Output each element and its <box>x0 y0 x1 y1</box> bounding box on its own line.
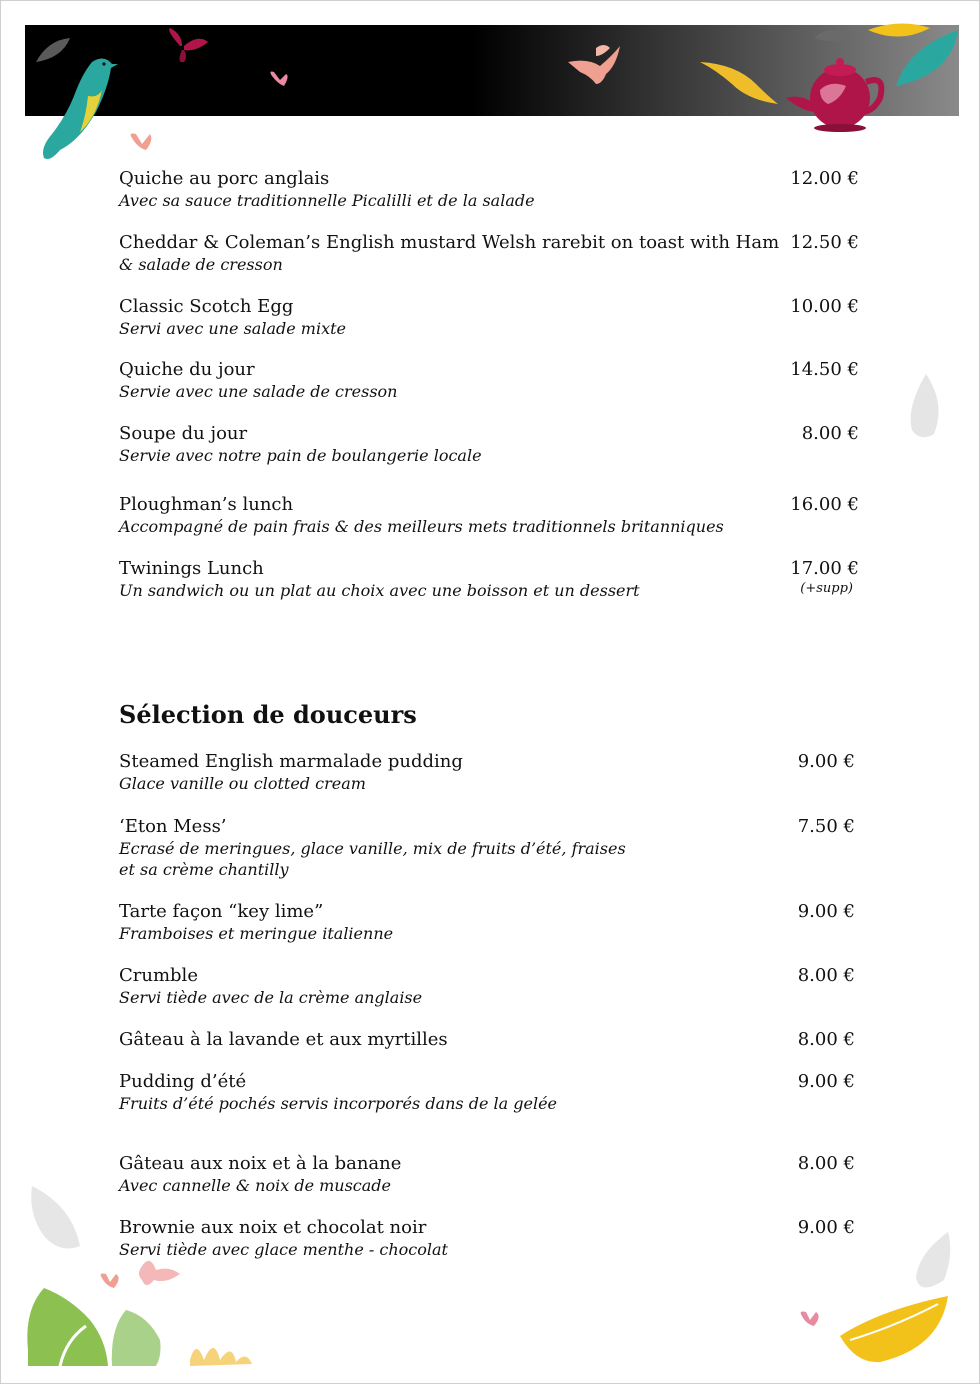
item-name: Classic Scotch Egg <box>119 296 294 317</box>
menu-item <box>119 359 859 402</box>
item-name: Cheddar & Coleman’s English mustard Welsh rarebit on toast with Ham <box>119 232 780 253</box>
item-description: Framboises et meringue italienne <box>119 924 394 943</box>
item-name: Ploughman’s lunch <box>119 494 294 515</box>
menu-item <box>119 232 859 275</box>
item-name: Twinings Lunch <box>119 558 264 579</box>
header-illustrations <box>0 0 980 180</box>
leaf-icon <box>36 38 70 62</box>
butterfly-icon <box>139 1261 180 1285</box>
item-description: Avec sa sauce traditionnelle Picalilli et de la salade <box>119 191 535 210</box>
menu-item <box>119 1029 859 1051</box>
item-description: Ecrasé de meringues, glace vanille, mix de fruits d’été, fraises et sa crème chantilly <box>119 839 626 879</box>
item-description: Un sandwich ou un plat au choix avec une boisson et un dessert <box>119 581 640 600</box>
item-name: Gâteau aux noix et à la banane <box>119 1153 402 1174</box>
leaf-icon <box>896 30 958 86</box>
item-description: Servi tiède avec glace menthe - chocolat <box>119 1240 448 1259</box>
item-description: Servi avec une salade mixte <box>119 319 346 338</box>
item-name: Pudding d’été <box>119 1071 247 1092</box>
leaf-icon <box>840 1296 948 1362</box>
leaf-icon <box>112 1310 161 1366</box>
item-price: 9.00 € <box>797 901 855 922</box>
menu-item <box>119 168 859 211</box>
item-name: Steamed English marmalade pudding <box>119 751 463 772</box>
item-description: Accompagné de pain frais & des meilleurs mets traditionnels britanniques <box>119 517 724 536</box>
item-name: Tarte façon “key lime” <box>119 901 324 922</box>
item-description: Glace vanille ou clotted cream <box>119 774 366 793</box>
item-description: Servie avec une salade de cresson <box>119 382 398 401</box>
teapot-icon <box>786 58 881 132</box>
item-price: 10.00 € <box>790 296 859 317</box>
butterfly-icon <box>801 1312 819 1327</box>
item-price: 16.00 € <box>790 494 859 515</box>
item-name: Soupe du jour <box>119 423 248 444</box>
menu-item <box>119 816 859 880</box>
item-name: Gâteau à la lavande et aux myrtilles <box>119 1029 448 1050</box>
butterfly-icon <box>101 1274 119 1289</box>
item-price: 14.50 € <box>790 359 859 380</box>
item-description: Servi tiède avec de la crème anglaise <box>119 988 423 1007</box>
butterfly-icon <box>169 28 208 62</box>
menu-item <box>119 423 859 466</box>
item-price: 8.00 € <box>801 423 859 444</box>
item-name: Quiche du jour <box>119 359 255 380</box>
leaf-icon <box>814 30 852 41</box>
item-name: Brownie aux noix et chocolat noir <box>119 1217 427 1238</box>
leaf-icon <box>911 374 939 437</box>
menu-item <box>119 751 859 794</box>
item-name: ‘Eton Mess’ <box>119 816 227 837</box>
leaf-icon <box>31 1186 80 1248</box>
hummingbird-icon <box>568 45 620 84</box>
item-price: 12.00 € <box>790 168 859 189</box>
price-note: (+supp) <box>800 581 853 596</box>
leaf-icon <box>700 62 778 104</box>
item-description: Servie avec notre pain de boulangerie locale <box>119 446 482 465</box>
item-price: 7.50 € <box>797 816 855 837</box>
item-price: 9.00 € <box>797 1071 855 1092</box>
item-price: 9.00 € <box>797 751 855 772</box>
item-price: 9.00 € <box>797 1217 855 1238</box>
item-name: Crumble <box>119 965 198 986</box>
butterfly-icon <box>131 134 152 151</box>
leaf-decoration-right <box>900 368 950 448</box>
leaf-icon <box>868 23 930 36</box>
item-description: Fruits d’été pochés servis incorporés dans de la gelée <box>119 1094 558 1113</box>
leaf-icon <box>27 1288 108 1366</box>
butterfly-icon <box>270 72 287 87</box>
section-title: Sélection de douceurs <box>119 700 417 729</box>
bird-icon <box>43 58 118 159</box>
leaf-icon <box>916 1232 950 1288</box>
menu-item <box>119 296 859 339</box>
item-description: & salade de cresson <box>119 255 283 274</box>
flower-icon <box>190 1348 252 1366</box>
menu-item <box>119 901 859 944</box>
menu-item <box>119 494 859 537</box>
item-description: Avec cannelle & noix de muscade <box>119 1176 392 1195</box>
item-price: 12.50 € <box>790 232 859 253</box>
item-price: 8.00 € <box>797 965 855 986</box>
item-price: 8.00 € <box>797 1029 855 1050</box>
menu-item <box>119 1071 859 1114</box>
footer-illustrations <box>0 1170 980 1384</box>
item-price: 8.00 € <box>797 1153 855 1174</box>
menu-item <box>119 558 859 601</box>
item-name: Quiche au porc anglais <box>119 168 330 189</box>
item-price: 17.00 € <box>790 558 859 579</box>
menu-item <box>119 965 859 1008</box>
